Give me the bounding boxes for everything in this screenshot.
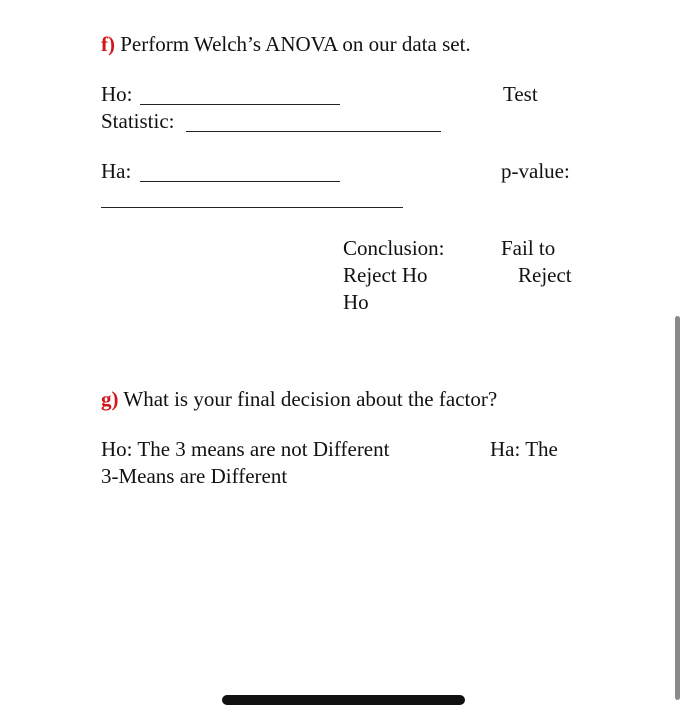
- vertical-scrollbar[interactable]: [675, 316, 680, 700]
- conclusion-label: Conclusion:: [343, 236, 445, 260]
- section-f-title: Perform Welch’s ANOVA on our data set.: [120, 32, 471, 56]
- ho-answer-line[interactable]: [140, 104, 340, 105]
- reject-ho-text: Reject Ho: [343, 263, 428, 287]
- section-g-letter: g): [101, 387, 119, 411]
- ha-label: Ha:: [101, 159, 132, 183]
- ha-answer-line[interactable]: [140, 181, 340, 182]
- ha-statement-end: 3-Means are Different: [101, 464, 288, 488]
- ha-statement-start: Ha: The: [490, 437, 558, 461]
- section-g-heading: [101, 386, 497, 413]
- reject-text: Reject: [518, 263, 572, 287]
- extra-answer-line[interactable]: [101, 207, 403, 208]
- section-f-heading: [101, 31, 471, 58]
- statistic-answer-line[interactable]: [186, 131, 441, 132]
- test-label: Test: [503, 82, 538, 106]
- home-indicator-bar[interactable]: [222, 695, 465, 705]
- pvalue-label: p-value:: [501, 159, 570, 183]
- statistic-label: Statistic:: [101, 109, 175, 133]
- fail-to-text: Fail to: [501, 236, 556, 260]
- section-f-letter: f): [101, 32, 115, 56]
- ho-statement: Ho: The 3 means are not Different: [101, 437, 390, 461]
- ho-continued-text: Ho: [343, 290, 369, 314]
- section-g-title: What is your final decision about the factor?: [123, 387, 498, 411]
- ho-label: Ho:: [101, 82, 133, 106]
